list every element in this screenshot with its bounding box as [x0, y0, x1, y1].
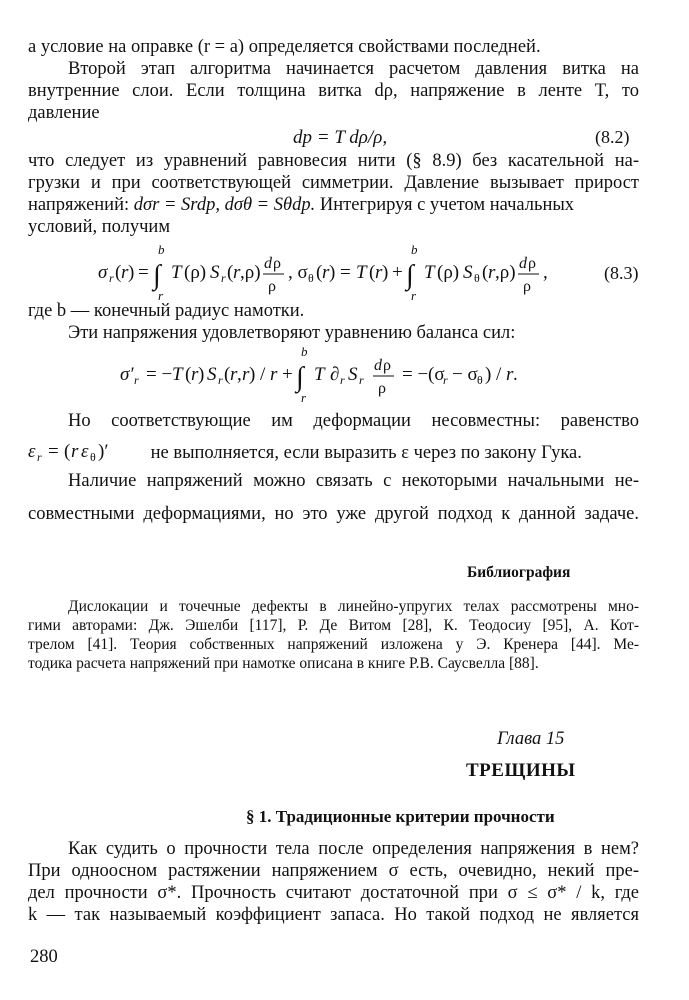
svg-text:r: r — [506, 364, 514, 385]
svg-text:r: r — [218, 373, 223, 387]
bibliography-heading: Библиография — [467, 564, 571, 581]
svg-text:+: + — [392, 262, 403, 283]
svg-text:∫: ∫ — [296, 362, 304, 393]
svg-text:S: S — [348, 364, 358, 385]
svg-text:(: ( — [316, 262, 323, 283]
svg-text:r: r — [375, 262, 383, 283]
svg-text:/: / — [260, 364, 266, 385]
svg-text:=: = — [340, 262, 351, 283]
svg-text:(: ( — [482, 262, 489, 283]
text-line: Но соответствующие им деформации несовместны: равенство — [68, 411, 639, 431]
svg-text:b: b — [301, 346, 308, 359]
bibliography-line: тодика расчета напряжений при намотке описана в книге Р.В. Саусвелла [88]. — [28, 655, 539, 672]
svg-text:θ: θ — [90, 450, 96, 464]
bibliography-line: трелом [41]. Теория собственных напряжений изложена у Э. Кренера [44]. Ме- — [28, 636, 639, 653]
svg-text:ε: ε — [28, 441, 36, 462]
svg-text:,: , — [543, 262, 548, 283]
svg-text:r: r — [221, 271, 226, 285]
chapter-label: Глава 15 — [497, 729, 565, 749]
svg-text:∫: ∫ — [406, 260, 414, 291]
svg-text:θ: θ — [308, 271, 314, 285]
balance-equation-graphic — [120, 346, 580, 406]
svg-text:S: S — [207, 364, 217, 385]
equation-number: (8.3) — [604, 263, 639, 283]
svg-text:= −: = − — [146, 364, 173, 385]
svg-text:,ρ): ,ρ) — [240, 262, 261, 283]
text-line — [28, 438, 582, 464]
svg-text:r: r — [191, 364, 199, 385]
svg-text:T: T — [171, 262, 182, 283]
svg-text:∫: ∫ — [153, 260, 161, 291]
svg-text:∂: ∂ — [330, 364, 340, 385]
svg-text:ρ: ρ — [268, 278, 276, 295]
section-title: § 1. Традиционные критерии прочности — [246, 807, 555, 826]
svg-text:): ) — [382, 262, 389, 283]
svg-text:b: b — [158, 244, 165, 257]
svg-text:(ρ): (ρ) — [184, 262, 207, 283]
svg-text:S: S — [463, 262, 473, 283]
svg-text:r: r — [230, 364, 238, 385]
svg-text:θ: θ — [474, 271, 480, 285]
svg-text:ρ: ρ — [378, 380, 386, 397]
svg-text:(: ( — [64, 441, 71, 462]
svg-text:): ) — [249, 364, 256, 385]
svg-text:(: ( — [224, 364, 231, 385]
svg-text:ρ: ρ — [528, 255, 536, 272]
svg-text:ρ: ρ — [523, 278, 531, 295]
text-line: что следует из уравнений равновесия нити (§ 8.9) без касательной на- — [28, 151, 639, 171]
svg-text:r: r — [301, 390, 307, 405]
svg-text:T: T — [314, 364, 325, 385]
svg-text:ρ: ρ — [383, 357, 391, 374]
svg-text:r: r — [134, 373, 139, 387]
svg-text:− σ: − σ — [452, 364, 478, 385]
text-line: Эти напряжения удовлетворяют уравнению баланса сил: — [68, 323, 516, 343]
text-line: давление — [28, 103, 100, 123]
svg-text:θ: θ — [477, 373, 483, 387]
svg-text:, σ: , σ — [288, 262, 308, 283]
svg-text:r: r — [322, 262, 330, 283]
equation-8-2: dp = T dρ/ρ, — [293, 127, 388, 148]
svg-text:r: r — [411, 288, 417, 303]
text-line: Как судить о прочности тела после определения напряжения в нем? — [68, 839, 639, 859]
svg-text:/: / — [496, 364, 502, 385]
svg-text:(: ( — [115, 262, 122, 283]
svg-text:r: r — [443, 373, 448, 387]
equation-8-3-graphic — [98, 244, 588, 304]
svg-text:T: T — [424, 262, 435, 283]
svg-text:r: r — [242, 364, 250, 385]
equation-8-3 — [98, 244, 588, 303]
inline-formula: dσr = Srdp, dσθ = Sθdp. — [133, 195, 316, 215]
compatibility-formula — [28, 438, 146, 464]
text-line: Наличие напряжений можно связать с некоторыми начальными не- — [68, 471, 639, 491]
text-line — [28, 194, 574, 216]
text-line: где b — конечный радиус намотки. — [28, 301, 305, 321]
svg-text:T: T — [172, 364, 183, 385]
svg-text:)′: )′ — [98, 441, 109, 462]
chapter-title: ТРЕЩИНЫ — [466, 760, 576, 781]
svg-text:d: d — [264, 255, 272, 272]
svg-text:d: d — [374, 357, 382, 374]
svg-text:b: b — [411, 244, 418, 257]
page-number: 280 — [30, 947, 58, 967]
text-line: совместными деформациями, но это уже другой подход к данной задаче. — [28, 504, 639, 524]
equation-number: (8.2) — [595, 127, 630, 147]
svg-text:(: ( — [185, 364, 192, 385]
svg-text:): ) — [485, 364, 492, 385]
text-span: не выполняется, если выразить ε через по закону Гука. — [146, 443, 582, 463]
svg-text:.: . — [513, 364, 518, 385]
svg-text:(ρ): (ρ) — [437, 262, 460, 283]
svg-text:σ: σ — [98, 262, 108, 283]
text-span: Интегрируя с учетом начальных — [315, 195, 575, 215]
svg-text:ε: ε — [81, 441, 89, 462]
svg-text:): ) — [128, 262, 135, 283]
svg-text:r: r — [233, 262, 241, 283]
svg-text:r: r — [109, 271, 114, 285]
bibliography-line: Дислокации и точечные дефекты в линейно-упругих телах рассмотрены мно- — [68, 598, 639, 615]
svg-text:r: r — [121, 262, 129, 283]
svg-text:r: r — [340, 373, 345, 387]
svg-text:(: ( — [227, 262, 234, 283]
text-line: внутренние слои. Если толщина витка dρ, напряжение в ленте T, то — [28, 81, 639, 101]
text-line: k — так называемый коэффициент запаса. Но такой подход не является — [28, 905, 639, 925]
text-line: Второй этап алгоритма начинается расчетом давления витка на — [68, 59, 639, 79]
svg-text:+: + — [282, 364, 293, 385]
svg-text:ρ: ρ — [273, 255, 281, 272]
svg-text:,ρ): ,ρ) — [495, 262, 516, 283]
svg-text:(σ: (σ — [428, 364, 445, 385]
svg-text:=: = — [48, 441, 59, 462]
text-span: напряжений: — [28, 195, 134, 215]
svg-text:): ) — [329, 262, 336, 283]
text-line: дел прочности σ*. Прочность считают достаточной при σ ≤ σ* / k, где — [28, 883, 639, 903]
bibliography-line: гими авторами: Дж. Эшелби [117], Р. Де Витом [28], К. Теодосиу [95], А. Кот- — [28, 617, 639, 634]
text-line: При одноосном растяжении напряжением σ есть, очевидно, некий пре- — [28, 861, 639, 881]
text-line: грузки и при соответствующей симметрии. Давление вызывает прирост — [28, 173, 639, 193]
svg-text:,: , — [237, 364, 242, 385]
text-line: а условие на оправке (r = a) определяется свойствами последней. — [28, 37, 541, 57]
text-line: условий, получим — [28, 217, 171, 237]
svg-text:r: r — [158, 288, 164, 303]
svg-text:d: d — [519, 255, 527, 272]
svg-text:= −: = − — [402, 364, 429, 385]
svg-text:r: r — [488, 262, 496, 283]
svg-text:r: r — [270, 364, 278, 385]
balance-equation — [120, 346, 580, 405]
svg-text:): ) — [198, 364, 205, 385]
svg-text:r: r — [37, 450, 42, 464]
svg-text:S: S — [210, 262, 220, 283]
svg-text:=: = — [138, 262, 149, 283]
svg-text:T: T — [356, 262, 367, 283]
svg-text:r: r — [359, 373, 364, 387]
svg-text:σ′: σ′ — [120, 364, 134, 385]
svg-text:(: ( — [369, 262, 376, 283]
svg-text:r: r — [71, 441, 79, 462]
